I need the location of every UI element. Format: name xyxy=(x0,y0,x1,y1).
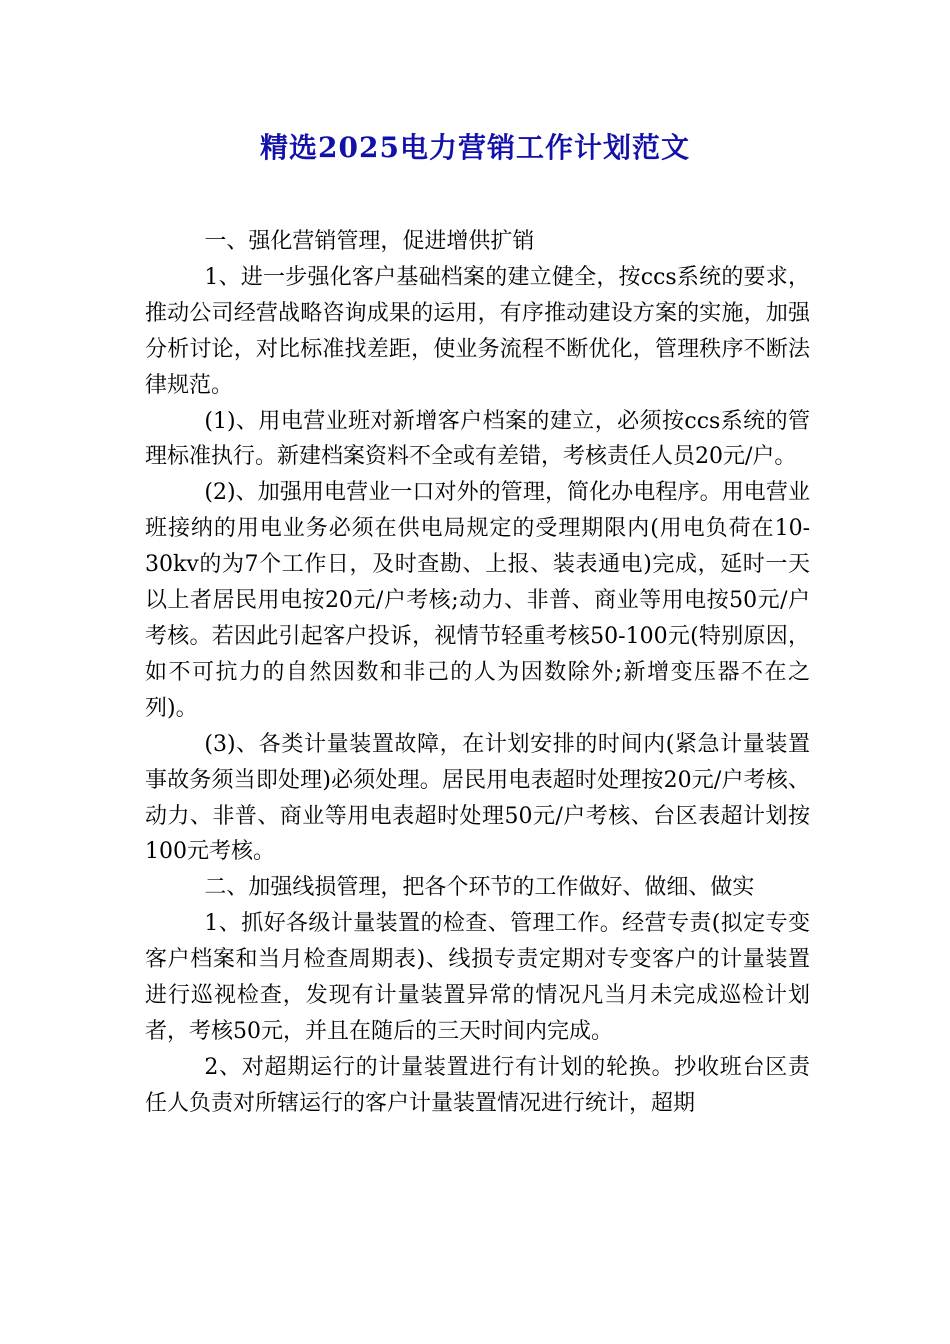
paragraph-2-2: 2、对超期运行的计量装置进行有计划的轮换。抄收班台区责任人负责对所辖运行的客户计量装置情况进行统计，超期 xyxy=(145,1054,810,1116)
section-heading-2: 二、加强线损管理，把各个环节的工作做好、做细、做实 xyxy=(204,875,755,901)
section-heading-1: 一、强化营销管理，促进增供扩销 xyxy=(204,229,535,254)
paragraph-1-2: (2)、加强用电营业一口对外的管理，简化办电程序。用电营业班接纳的用电业务必须在供电局规定的受理期限内(用电负荷在10-30kv的为7个工作日，及时查勘、上报、装表通电)完成，延时一天以上者居民用电按20元/户考核;动力、非普、商业等用电按50元/户考核。若因此引起客户投诉，视情节轻重考核50-100元(特别原因，如不可抗力的自然因数和非己的人为因数除外;新增变压器不在之列)。 xyxy=(145,480,810,721)
paragraph-1-1: (1)、用电营业班对新增客户档案的建立，必须按ccs系统的管理标准执行。新建档案资料不全或有差错，考核责任人员20元/户。 xyxy=(145,408,810,470)
paragraph-1-3: (3)、各类计量装置故障，在计划安排的时间内(紧急计量装置事故务须当即处理)必须处理。居民用电表超时处理按20元/户考核、动力、非普、商业等用电表超时处理50元/户考核、台区表超计划按100元考核。 xyxy=(145,731,810,865)
document-title: 精选2025电力营销工作计划范文 xyxy=(260,131,690,164)
document-body xyxy=(145,224,810,1122)
paragraph-1: 1、进一步强化客户基础档案的建立健全，按ccs系统的要求，推动公司经营战略咨询成果的运用，有序推动建设方案的实施，加强分析讨论，对比标准找差距，使业务流程不断优化，管理秩序不断法律规范。 xyxy=(145,264,810,398)
paragraph-2-1: 1、抓好各级计量装置的检查、管理工作。经营专责(拟定专变客户档案和当月检查周期表)、线损专责定期对专变客户的计量装置进行巡视检查，发现有计量装置异常的情况凡当月未完成巡检计划者，考核50元，并且在随后的三天时间内完成。 xyxy=(145,911,810,1044)
